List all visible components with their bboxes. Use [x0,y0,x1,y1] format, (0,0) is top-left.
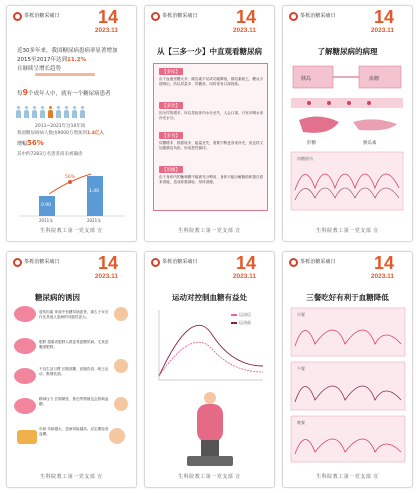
poster-title: 从【三多一少】中直观看糖尿病 [157,47,262,56]
glucose-dot [327,101,331,105]
symptom-panel [153,63,268,211]
poster-card-symptoms[interactable] [144,5,275,242]
poster-card-statistics[interactable] [6,5,137,242]
organ-box [293,66,333,88]
glucose-dot [307,101,311,105]
growth-badge: 56% [65,175,76,180]
person-icon [71,106,77,118]
poster-card-meals[interactable] [282,251,413,488]
section-head: 【多食】 [159,132,183,139]
issue-date: 2023.11 [232,273,256,280]
poster-card-pathology[interactable] [282,5,413,242]
increase-text: 增幅56% [17,139,44,147]
poster-header [7,6,136,40]
bar-year-2021: 2021年 [87,218,102,223]
stat-line-2: 2015至2017年达到11.2% [17,57,87,63]
label-glucose: 血糖 [369,76,380,82]
meal-charts [289,306,408,466]
brand-logo-icon [13,12,22,21]
legend-swatch-after [231,314,237,316]
poster-header [283,252,412,286]
issue-number: 14 [235,253,256,273]
undiagnosed-note: 其中约7283万名患者尚未被确诊 [17,152,83,157]
brand-logo-icon [289,258,298,267]
poster-card-exercise[interactable] [144,251,275,488]
meal-label-dinner: 晚餐 [297,420,305,425]
section-text: 因为尿的增多，所以导致体内水分丢失，人会口渴，只有多喝水来补充水分。 [159,111,264,120]
poster-title: 糖尿病的诱因 [35,293,80,302]
meal-label-breakfast: 早餐 [297,312,305,317]
section-head: 【多尿】 [159,68,183,75]
poster-footer: 生科院教工第一党支部 宣 [316,228,379,234]
issue-date: 2023.11 [94,273,118,280]
section-text: 尿糖增多，排泄较多，能量丢失，需要不断进食来补充，但这样又加重胰岛负担，形成恶性循环。 [159,141,264,150]
curve-before [159,325,263,376]
legend-before: 运动前 [239,320,251,325]
issue-date: 2023.11 [232,27,256,34]
person-icon [63,106,69,118]
brand-logo-icon [151,258,160,267]
section-text: 由于血液里糖太多，胰岛素不足或功能降低，胰岛素缺乏，糖从小便排出，所以尿量多、尿糖高，同时常有口渴现象。 [159,77,264,86]
ratio-text: 每9个成年人中，就有一个糖尿病患者 [17,88,111,97]
curve-note: 血糖波动 [297,156,313,161]
chart-panel [291,362,405,410]
cause-paragraph: 年龄 年龄越大，患病风险越高，应定期检查血糖。 [39,427,109,436]
cause-paragraph: 精神压力 长期紧张、焦虑等情绪也会影响血糖。 [39,397,109,406]
person-icon [114,397,128,411]
organ-box [359,66,401,88]
liver-icon [299,116,339,132]
bar-label-2011: 0.90 [41,203,52,208]
cause-paragraph: 不良生活习惯 长期高糖、高脂饮食，缺乏运动，吸烟饮酒。 [39,367,109,376]
brand-name: 茶栎治糖采痛日 [162,13,198,19]
brand-name: 茶栎治糖采痛日 [24,259,60,265]
bar-year-2011: 2011年 [39,218,54,223]
brain-icon [14,338,36,354]
label-insulin: 胰岛素 [363,141,377,146]
person-icon [23,106,29,118]
body-shape [197,404,223,442]
growth-text: 我国糖尿病病人数由9000万增加到1.4亿人 [17,131,104,136]
brand-name: 茶栎治糖采痛日 [162,259,198,265]
section-text: 由于身体内的葡萄糖不能被充分利用，身体只能分解脂肪和蛋白质来供能，造成体重减轻、形体消瘦。 [159,175,264,184]
issue-date: 2023.11 [370,273,394,280]
person-icon [114,307,128,321]
food-icon [17,430,37,444]
scale-icon [187,456,233,466]
pathology-diagram [289,60,408,220]
person-icon [114,359,128,373]
glucose-dot [347,101,351,105]
cause-paragraph: 遗传因素 家族中有糖尿病患者，那么子女后代比其他人患病的可能性更大。 [39,310,109,319]
issue-number: 14 [97,7,118,27]
highlight-bar [35,73,95,76]
label-glycogen: 肝糖 [307,141,316,146]
issue-number: 14 [97,253,118,273]
legs-shape [201,440,219,456]
poster-title: 三餐吃好有利于血糖降低 [306,293,389,302]
pancreas-icon [353,119,397,130]
cause-paragraph: 肥胖 超重或肥胖人群更易患糖尿病，尤其是腹部肥胖。 [39,340,109,349]
issue-number: 14 [235,7,256,27]
issue-date: 2023.11 [370,27,394,34]
brand-name: 茶栎治糖采痛日 [24,13,60,19]
person-icon [109,428,125,444]
poster-header [145,252,274,286]
bar-chart [15,166,130,224]
brain-icon [14,398,36,414]
person-icon [55,106,61,118]
label-islet: 胰岛 [301,76,312,82]
section-head: 【消瘦】 [159,166,183,173]
scale-person-illustration [175,390,245,470]
brand-logo-icon [151,12,160,21]
bar-label-2021: 1.40 [89,189,100,194]
bar-2021 [87,176,103,216]
glucose-dot [367,101,371,105]
brand-name: 茶栎治糖采痛日 [300,13,336,19]
section-head: 【多饮】 [159,102,183,109]
brand-logo-icon [289,12,298,21]
brain-icon [14,368,36,384]
head-icon [204,392,216,404]
issue-number: 14 [373,253,394,273]
stat-line-3: 且继续呈增长趋势 [17,66,62,72]
poster-footer: 生科院教工第一党支部 宣 [40,228,103,234]
exercise-chart [153,306,268,386]
poster-footer: 生科院教工第一党支部 宣 [178,228,241,234]
poster-card-causes[interactable] [6,251,137,488]
poster-title: 了解糖尿病的病理 [317,47,378,56]
issue-number: 14 [373,7,394,27]
poster-header [145,6,274,40]
person-icon [31,106,37,118]
person-icon [15,106,21,118]
poster-title: 运动对控制血糖有益处 [172,293,247,302]
legend-swatch-before [231,322,237,324]
poster-header [7,252,136,286]
poster-footer: 生科院教工第一党支部 宣 [178,474,241,480]
poster-footer: 生科院教工第一党支部 宣 [40,474,103,480]
brand-logo-icon [13,258,22,267]
person-icon-highlight [47,106,53,118]
legend-after: 运动后 [239,312,251,317]
growth-dot [68,180,72,184]
chart-panel [291,416,405,462]
brand-name: 茶栎治糖采痛日 [300,259,336,265]
poster-footer: 生科院教工第一党支部 宣 [316,474,379,480]
period-text: 2011~2021年这10年间 [35,124,86,129]
brain-icon [14,306,36,322]
stat-line-1: 近30多年来，我国糖尿病患病率显著增加 [17,48,118,54]
meal-label-lunch: 午餐 [297,366,305,371]
poster-header [283,6,412,40]
issue-date: 2023.11 [94,27,118,34]
person-icon [39,106,45,118]
person-icon [79,106,85,118]
